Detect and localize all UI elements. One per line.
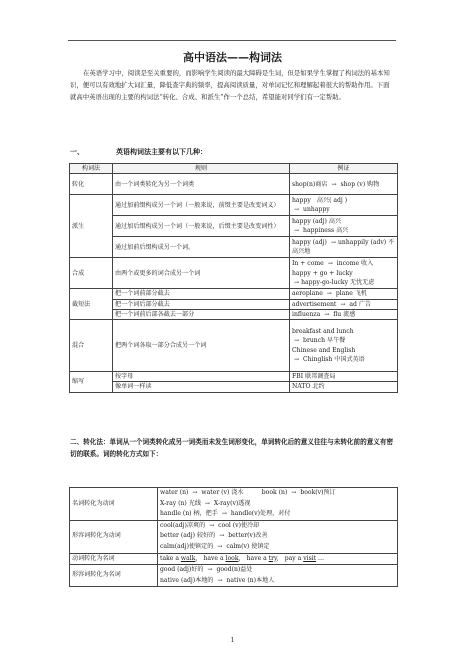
example-cell — [290, 237, 398, 258]
arrow-icon: → — [330, 239, 336, 246]
page-number: 1 — [230, 637, 235, 644]
example-word: happiness 高兴 — [303, 227, 349, 235]
example-word: water (n) — [160, 489, 189, 496]
arrow-icon: → — [221, 510, 227, 518]
table-row — [70, 237, 398, 258]
conversion-table — [69, 487, 398, 587]
table-row — [70, 216, 398, 237]
example-cell — [290, 320, 398, 372]
arrow-icon: → — [331, 180, 337, 188]
example-word: ad 广告 — [349, 300, 372, 308]
example-word: breakfast and lunch — [292, 328, 354, 336]
example-word: income 收入 — [336, 260, 374, 268]
example-word: look — [225, 554, 239, 562]
arrow-icon: → — [294, 337, 300, 345]
rule-cell: 由一个词类转化为另一个词类 — [113, 174, 290, 195]
table-row — [70, 174, 398, 195]
conversion-example-cell — [158, 520, 398, 553]
arrow-icon: → — [294, 278, 300, 286]
section-1-title: 英语构词法主要有以下几种： — [116, 148, 207, 156]
example-word: book (n) — [261, 489, 288, 496]
header-method: 构词法 — [70, 164, 113, 174]
example-cell — [290, 299, 398, 309]
example-word: unhappy — [303, 206, 330, 214]
arrow-icon: → — [340, 300, 346, 308]
method-cell: 混合 — [70, 320, 113, 372]
arrow-icon: → — [294, 206, 300, 214]
table-row — [70, 309, 398, 319]
example-word: happy + go + lucky — [292, 269, 353, 277]
example-word: handle (n) 柄，把手 — [160, 510, 218, 518]
example-word: native (adj)本地的 — [160, 576, 214, 584]
intro-paragraph: 在英语学习中，阅读是至关重要的，而影响学生阅读的最大障碍是生词，但是如果学生掌握了构词法的基本知识，便可以有效地扩大词汇量，降低查字典的频率，提高阅读质量，对单词记忆和理解起着很大的帮助作用。下面就高中英语出现的主要的构词法“转化、合成、和派生”作一个总结，希望能对同学们有一定帮助。 — [70, 69, 390, 101]
method-cell: 派生 — [70, 195, 113, 258]
table-row — [70, 520, 398, 553]
table-row — [70, 195, 398, 216]
example-word: flu 流感 — [333, 310, 356, 318]
example-word: pay a — [284, 554, 304, 562]
method-cell: 合成 — [70, 258, 113, 289]
arrow-icon: → — [327, 260, 333, 268]
arrow-icon: → — [291, 489, 297, 496]
example-cell — [290, 195, 398, 216]
table-row — [70, 488, 398, 521]
example-cell — [290, 258, 398, 289]
arrow-icon: → — [207, 566, 213, 574]
example-cell — [290, 289, 398, 299]
arrow-icon: → — [204, 499, 210, 507]
table-row — [70, 289, 398, 299]
arrow-icon: → — [219, 532, 225, 540]
table-row — [70, 299, 398, 309]
conversion-example-cell — [158, 488, 398, 521]
rule-cell: 把一个词前后部各截去一部分 — [113, 309, 290, 319]
example-cell — [290, 309, 398, 319]
example-word: shop (v) 购物 — [340, 180, 380, 188]
top-rule — [68, 40, 396, 41]
arrow-icon: → — [192, 489, 198, 496]
example-word: shop(n)商店 — [292, 180, 328, 188]
section-1-number: 一、 — [70, 148, 84, 156]
rule-cell: 把一个词后部分截去 — [113, 299, 290, 309]
example-word: take a — [160, 554, 181, 562]
example-word: water (v) 浇水 — [201, 489, 244, 496]
example-word: X-ray(v)透视 — [213, 499, 251, 507]
rule-cell: 通过加前后缀构成另一个词。 — [113, 237, 290, 258]
table-row — [70, 320, 398, 372]
example-word: calm(adj)使镇定的 — [160, 542, 214, 550]
example-word: book(v)预订 — [300, 489, 336, 496]
example-word: Chinglish 中国式英语 — [303, 355, 365, 363]
rule-cell: 通过加后缀构成另一个词（一般来说，后缀主要是改变词性） — [113, 216, 290, 237]
example-word: good(n)益处 — [216, 566, 253, 574]
rule-cell: 通过加前缀构成另一个词（一般来说，前缀主要是改变词义） — [113, 195, 290, 216]
example-word: have a — [203, 554, 226, 562]
example-word: good (adj)好的 — [160, 566, 204, 574]
example-word: better (adj) 较好的 — [160, 532, 216, 540]
example-word: X-ray (n) 光线 — [160, 499, 201, 507]
arrow-icon: → — [294, 355, 300, 363]
example-word: calm(v) 使镇定 — [226, 542, 270, 550]
arrow-icon: → — [324, 310, 330, 318]
example-cell — [290, 174, 398, 195]
example-word: influenza — [292, 310, 321, 318]
example-word: happy 高兴( adj ) — [292, 197, 348, 204]
example-word: In + come — [292, 260, 324, 268]
example-word: native (n)本地人 — [226, 576, 275, 584]
example-word: try — [268, 554, 277, 562]
method-cell: 缩写 — [70, 372, 113, 393]
example-word: plane 飞机 — [335, 290, 367, 298]
example-cell: FBI 联邦调查局 — [290, 372, 398, 382]
arrow-icon: → — [326, 290, 332, 298]
table-header-row — [70, 164, 398, 174]
word-formation-table — [69, 163, 398, 393]
conversion-type-cell: 动词转化为名词 — [70, 553, 158, 565]
table-row — [70, 372, 398, 382]
rule-cell: 像单词一样读 — [113, 382, 290, 392]
conversion-type-cell: 形容词转化为动词 — [70, 520, 158, 553]
example-word: happy (adj) 高兴 — [292, 218, 342, 225]
example-word: Chinese and English — [292, 346, 356, 354]
section-2-heading: 二、转化法：单词从一个词类转化成另一词类而未发生词形变化，单词转化后的意义往往与未转化前的意义有密切的联系。词的转化方式如下： — [70, 438, 394, 458]
example-word: cool(adj)凉爽的 — [160, 521, 206, 529]
example-cell: NATO 北约 — [290, 382, 398, 392]
rule-cell: 把一个词前部分截去 — [113, 289, 290, 299]
rule-cell: 把两个词各取一部分合成另一个词 — [113, 320, 290, 372]
table-row — [70, 382, 398, 392]
example-word: happy-go-lucky 无忧无虑 — [301, 278, 375, 286]
example-word: advertisement — [292, 300, 337, 308]
table-row — [70, 565, 398, 587]
example-word: handle(v)处理，对付 — [230, 510, 291, 518]
arrow-icon: → — [209, 521, 215, 529]
example-word: brunch 早午餐 — [303, 337, 346, 345]
example-word: better(v)改善 — [228, 532, 268, 540]
example-word: unhappily (adv) 不高兴地 — [292, 239, 395, 256]
example-word: walk — [180, 554, 196, 562]
example-cell — [290, 216, 398, 237]
table-row — [70, 258, 398, 289]
arrow-icon: → — [217, 542, 223, 550]
table-row — [70, 553, 398, 565]
method-cell: 截短法 — [70, 289, 113, 320]
header-example: 例证 — [290, 164, 398, 174]
method-cell: 转化 — [70, 174, 113, 195]
arrow-icon: → — [294, 227, 300, 235]
conversion-example-cell — [158, 565, 398, 587]
arrow-icon: → — [217, 576, 223, 584]
section-1-heading — [70, 147, 207, 157]
header-rule: 规则 — [113, 164, 290, 174]
conversion-example-cell: take a walk, have a look, have a try, pay a visit … — [158, 553, 398, 565]
example-word: visit — [303, 554, 317, 562]
page-title: 高中语法——构词法 — [183, 51, 282, 64]
example-word: … — [316, 554, 325, 562]
rule-cell: 由两个或更多的词合成另一个词 — [113, 258, 290, 289]
example-word: cool (v)使冷却 — [218, 521, 260, 529]
rule-cell: 按字母 — [113, 372, 290, 382]
example-word: have a — [246, 554, 269, 562]
example-word: aeroplane — [292, 290, 323, 298]
conversion-type-cell: 形容词转化为名词 — [70, 565, 158, 587]
conversion-type-cell: 名词转化为动词 — [70, 488, 158, 521]
example-word: happy (adj) — [292, 239, 327, 246]
